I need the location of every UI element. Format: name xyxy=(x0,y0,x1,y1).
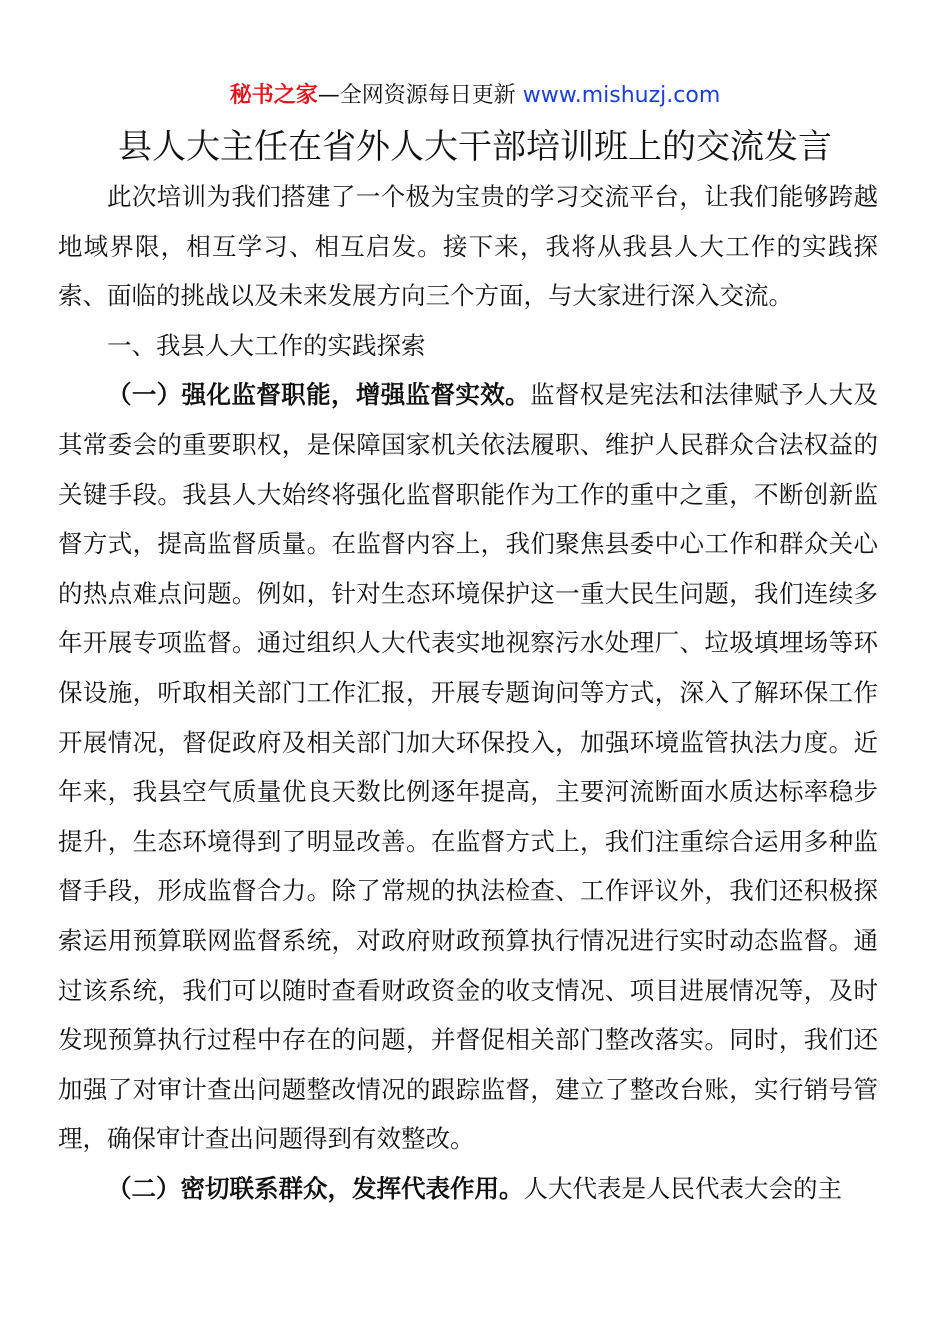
subsection-lead-2: （二）密切联系群众，发挥代表作用。 xyxy=(107,1173,524,1203)
site-url-link[interactable]: www.mishuzj.com xyxy=(522,83,721,108)
intro-paragraph: 此次培训为我们搭建了一个极为宝贵的学习交流平台，让我们能够跨越地域界限，相互学习、相互启发。接下来，我将从我县人大工作的实践探索、面临的挑战以及未来发展方向三个方面，与大家进行深入交流。 xyxy=(58,182,878,311)
subsection-paragraph-1 xyxy=(58,370,878,1164)
site-name: 秘书之家 xyxy=(229,83,318,108)
section-heading-1: 一、我县人大工作的实践探索 xyxy=(107,330,426,360)
site-header xyxy=(0,80,950,112)
site-tagline: —全网资源每日更新 xyxy=(317,83,523,108)
document-body xyxy=(58,172,878,1213)
subsection-paragraph-2 xyxy=(58,1164,878,1214)
subsection-lead-1: （一）强化监督职能，增强监督实效。 xyxy=(107,380,531,410)
subsection-body-2: 人大代表是人民代表大会的主 xyxy=(523,1173,842,1203)
subsection-body-1: 监督权是宪法和法律赋予人大及其常委会的重要职权，是保障国家机关依法履职、维护人民群众合法权益的关键手段。我县人大始终将强化监督职能作为工作的重中之重，不断创新监督方式，提高监督质量。在监督内容上，我们聚焦县委中心工作和群众关心的热点难点问题。例如，针对生态环境保护这一重大民生问题，我们连续多年开展专项监督。通过组织人大代表实地视察污水处理厂、垃圾填埋场等环保设施，听取相关部门工作汇报，开展专题询问等方式，深入了解环保工作开展情况，督促政府及相关部门加大环保投入，加强环境监管执法力度。近年来，我县空气质量优良天数比例逐年提高，主要河流断面水质达标率稳步提升，生态环境得到了明显改善。在监督方式上，我们注重综合运用多种监督手段，形成监督合力。除了常规的执法检查、工作评议外，我们还积极探索运用预算联网监督系统，对政府财政预算执行情况进行实时动态监督。通过该系统，我们可以随时查看财政资金的收支情况、项目进展情况等，及时发现预算执行过程中存在的问题，并督促相关部门整改落实。同时，我们还加强了对审计查出问题整改情况的跟踪监督，建立了整改台账，实行销号管理，确保审计查出问题得到有效整改。 xyxy=(58,380,878,1154)
document-title: 县人大主任在省外人大干部培训班上的交流发言 xyxy=(118,127,832,167)
